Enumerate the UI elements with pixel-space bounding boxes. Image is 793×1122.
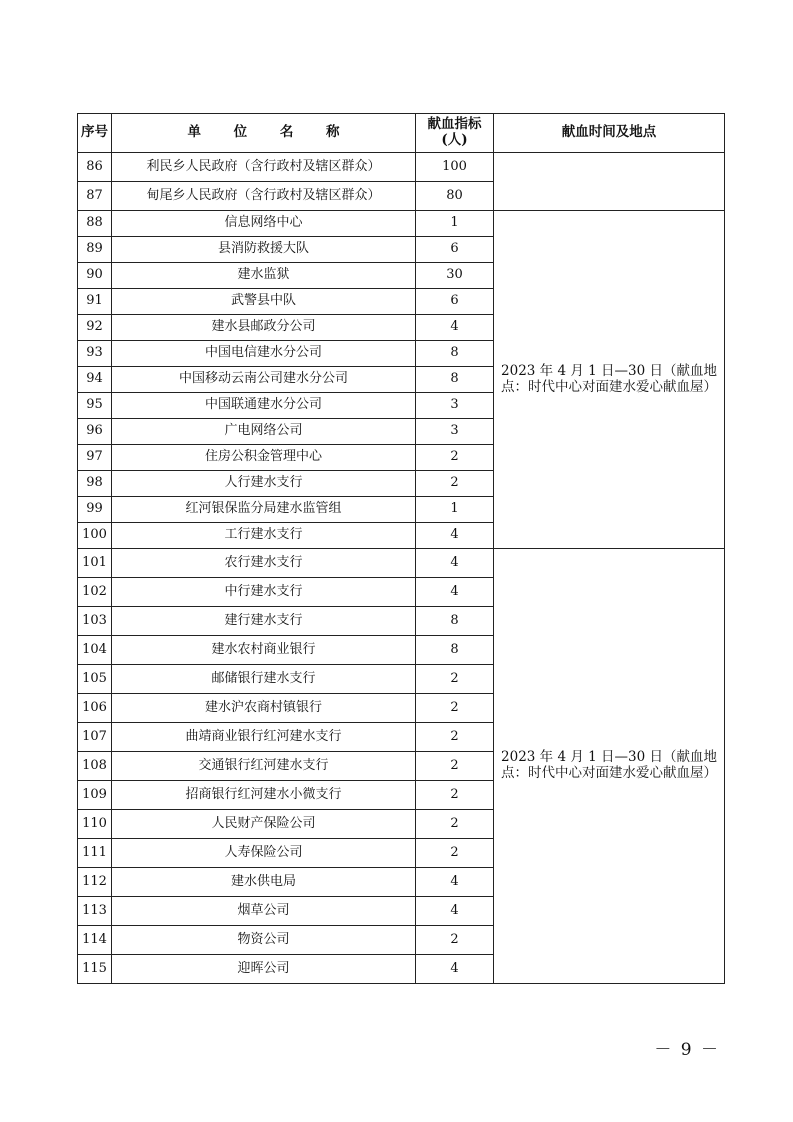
unit-name: 武警县中队	[112, 289, 416, 315]
unit-name: 物资公司	[112, 926, 416, 955]
quota-value: 8	[416, 636, 494, 665]
row-number: 112	[78, 868, 112, 897]
row-number: 100	[78, 523, 112, 549]
row-number: 92	[78, 315, 112, 341]
row-number: 96	[78, 419, 112, 445]
unit-name: 信息网络中心	[112, 211, 416, 237]
unit-name: 广电网络公司	[112, 419, 416, 445]
unit-name: 建水农村商业银行	[112, 636, 416, 665]
quota-value: 2	[416, 445, 494, 471]
quota-value: 2	[416, 781, 494, 810]
quota-value: 2	[416, 723, 494, 752]
unit-name: 农行建水支行	[112, 549, 416, 578]
unit-name: 邮储银行建水支行	[112, 665, 416, 694]
quota-value: 8	[416, 607, 494, 636]
unit-name: 人寿保险公司	[112, 839, 416, 868]
quota-value: 6	[416, 289, 494, 315]
unit-name: 人行建水支行	[112, 471, 416, 497]
quota-value: 3	[416, 419, 494, 445]
table-row	[78, 549, 725, 578]
unit-name: 甸尾乡人民政府（含行政村及辖区群众）	[112, 182, 416, 211]
quota-value: 80	[416, 182, 494, 211]
quota-value: 2	[416, 926, 494, 955]
row-number: 105	[78, 665, 112, 694]
row-number: 103	[78, 607, 112, 636]
row-number: 89	[78, 237, 112, 263]
row-number: 104	[78, 636, 112, 665]
unit-name: 交通银行红河建水支行	[112, 752, 416, 781]
row-number: 91	[78, 289, 112, 315]
quota-value: 3	[416, 393, 494, 419]
quota-value: 2	[416, 810, 494, 839]
quota-value: 6	[416, 237, 494, 263]
unit-name: 招商银行红河建水小微支行	[112, 781, 416, 810]
table-body	[78, 153, 725, 984]
quota-value: 4	[416, 955, 494, 984]
blood-donation-table	[77, 113, 725, 984]
page-number: － 9 －	[654, 1040, 720, 1060]
quota-value: 4	[416, 578, 494, 607]
unit-name: 建行建水支行	[112, 607, 416, 636]
table-header-row	[78, 114, 725, 153]
row-number: 108	[78, 752, 112, 781]
quota-value: 30	[416, 263, 494, 289]
row-number: 111	[78, 839, 112, 868]
quota-value: 8	[416, 367, 494, 393]
row-number: 94	[78, 367, 112, 393]
quota-value: 2	[416, 471, 494, 497]
unit-name: 曲靖商业银行红河建水支行	[112, 723, 416, 752]
row-number: 114	[78, 926, 112, 955]
table-row	[78, 153, 725, 182]
unit-name: 工行建水支行	[112, 523, 416, 549]
unit-name: 中国移动云南公司建水分公司	[112, 367, 416, 393]
quota-value: 4	[416, 315, 494, 341]
header-quota	[416, 114, 494, 153]
row-number: 90	[78, 263, 112, 289]
row-number: 93	[78, 341, 112, 367]
donation-time-location	[494, 153, 725, 211]
unit-name: 中国电信建水分公司	[112, 341, 416, 367]
quota-value: 8	[416, 341, 494, 367]
row-number: 88	[78, 211, 112, 237]
quota-value: 1	[416, 497, 494, 523]
unit-name: 住房公积金管理中心	[112, 445, 416, 471]
header-quota-line1: 献血指标	[427, 116, 482, 133]
row-number: 99	[78, 497, 112, 523]
donation-time-location: 2023 年 4 月 1 日—30 日（献血地点：时代中心对面建水爱心献血屋）	[494, 211, 725, 549]
quota-value: 4	[416, 868, 494, 897]
quota-value: 2	[416, 839, 494, 868]
donation-time-location: 2023 年 4 月 1 日—30 日（献血地点：时代中心对面建水爱心献血屋）	[494, 549, 725, 984]
row-number: 98	[78, 471, 112, 497]
unit-name: 建水供电局	[112, 868, 416, 897]
row-number: 86	[78, 153, 112, 182]
quota-value: 4	[416, 523, 494, 549]
row-number: 95	[78, 393, 112, 419]
row-number: 97	[78, 445, 112, 471]
row-number: 101	[78, 549, 112, 578]
unit-name: 建水监狱	[112, 263, 416, 289]
unit-name: 烟草公司	[112, 897, 416, 926]
header-info: 献血时间及地点	[494, 114, 725, 153]
header-quota-line2: (人)	[441, 132, 468, 148]
unit-name: 建水沪农商村镇银行	[112, 694, 416, 723]
row-number: 110	[78, 810, 112, 839]
quota-value: 2	[416, 694, 494, 723]
row-number: 87	[78, 182, 112, 211]
unit-name: 人民财产保险公司	[112, 810, 416, 839]
quota-value: 100	[416, 153, 494, 182]
unit-name: 红河银保监分局建水监管组	[112, 497, 416, 523]
unit-name: 县消防救援大队	[112, 237, 416, 263]
header-name: 单 位 名 称	[112, 114, 416, 153]
unit-name: 中行建水支行	[112, 578, 416, 607]
unit-name: 利民乡人民政府（含行政村及辖区群众）	[112, 153, 416, 182]
table-row	[78, 211, 725, 237]
quota-value: 4	[416, 549, 494, 578]
quota-value: 2	[416, 665, 494, 694]
quota-value: 4	[416, 897, 494, 926]
quota-value: 2	[416, 752, 494, 781]
row-number: 106	[78, 694, 112, 723]
row-number: 115	[78, 955, 112, 984]
quota-value: 1	[416, 211, 494, 237]
unit-name: 迎晖公司	[112, 955, 416, 984]
unit-name: 中国联通建水分公司	[112, 393, 416, 419]
row-number: 107	[78, 723, 112, 752]
row-number: 109	[78, 781, 112, 810]
row-number: 113	[78, 897, 112, 926]
row-number: 102	[78, 578, 112, 607]
header-no: 序号	[78, 114, 112, 153]
unit-name: 建水县邮政分公司	[112, 315, 416, 341]
